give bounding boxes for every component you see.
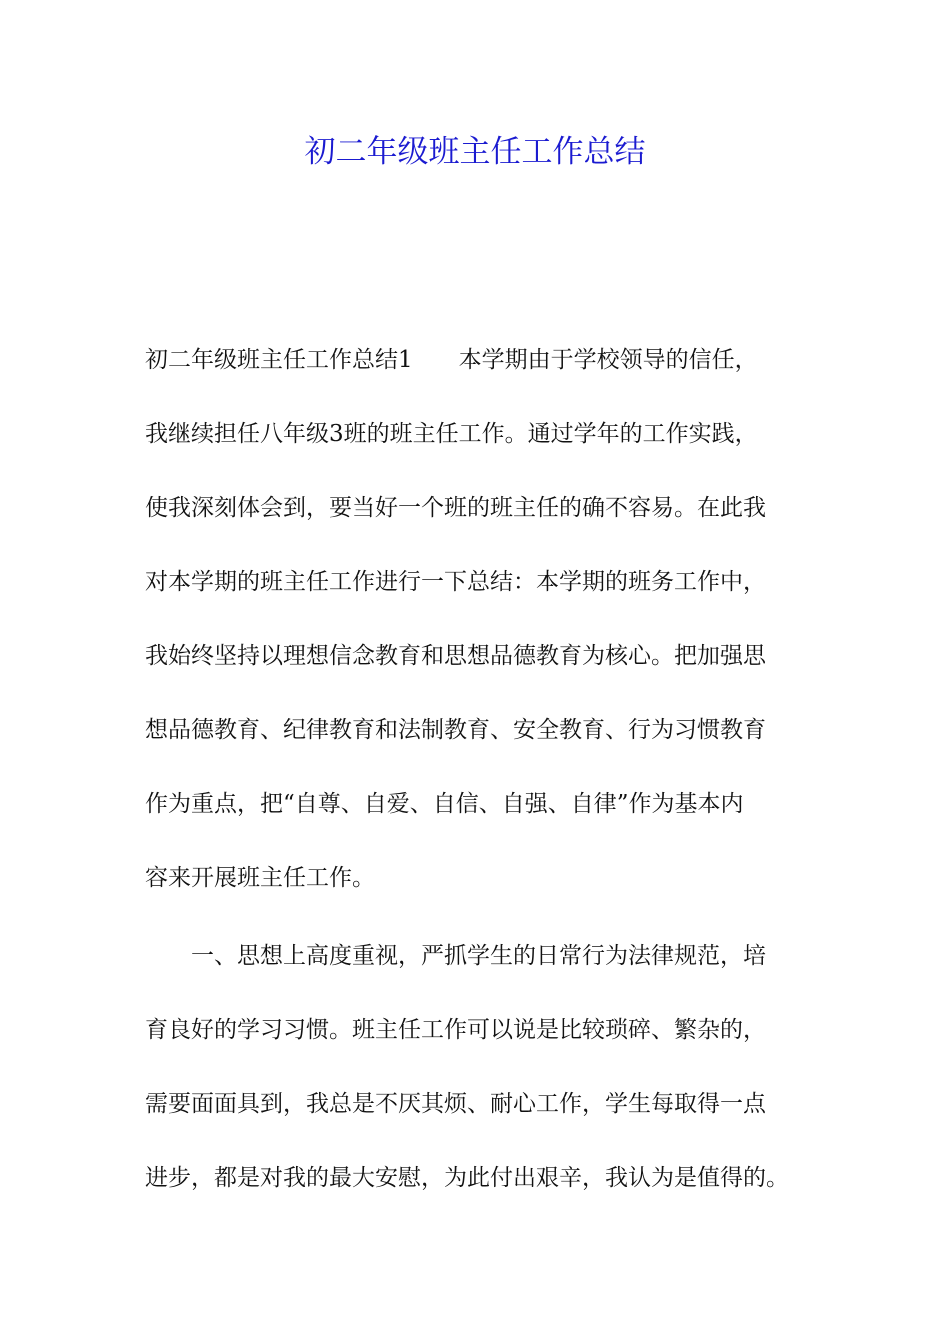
paragraph-line: 想品德教育、纪律教育和法制教育、安全教育、行为习惯教育 — [145, 717, 766, 743]
paragraph-line: 一、思想上高度重视，严抓学生的日常行为法律规范，培 — [145, 943, 766, 969]
paragraph-line: 对本学期的班主任工作进行一下总结：本学期的班务工作中， — [145, 569, 766, 595]
page-title: 初二年级班主任工作总结 — [304, 134, 646, 170]
paragraph-line: 作为重点，把“自尊、自爱、自信、自强、自律”作为基本内 — [145, 791, 744, 817]
paragraph-line: 使我深刻体会到，要当好一个班的班主任的确不容易。在此我 — [145, 495, 766, 521]
paragraph-line: 我继续担任八年级3班的班主任工作。通过学年的工作实践， — [145, 421, 758, 447]
paragraph-line: 育良好的学习习惯。班主任工作可以说是比较琐碎、繁杂的， — [145, 1017, 766, 1043]
paragraph-line: 我始终坚持以理想信念教育和思想品德教育为核心。把加强思 — [145, 643, 766, 669]
paragraph-line: 需要面面具到，我总是不厌其烦、耐心工作，学生每取得一点 — [145, 1091, 766, 1117]
paragraph-line: 容来开展班主任工作。 — [145, 865, 375, 891]
paragraph-line: 初二年级班主任工作总结1 本学期由于学校领导的信任， — [145, 347, 758, 373]
paragraph-line: 进步，都是对我的最大安慰，为此付出艰辛，我认为是值得的。 — [145, 1165, 789, 1191]
